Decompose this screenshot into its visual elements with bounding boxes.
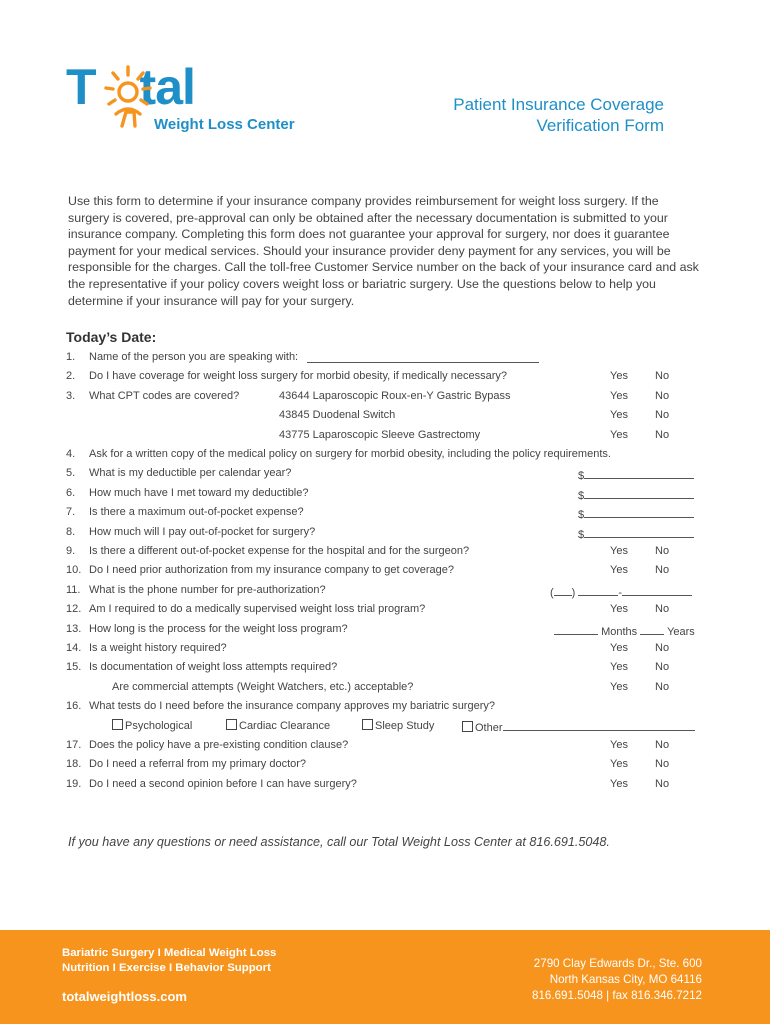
dollar-field[interactable]: $ <box>578 526 694 541</box>
yes-option[interactable]: Yes <box>610 758 628 770</box>
question-number: 1. <box>66 351 76 363</box>
question-number: 11. <box>66 584 81 596</box>
no-option[interactable]: No <box>655 661 670 673</box>
speaker-name-field[interactable] <box>307 351 539 363</box>
todays-date-label: Today’s Date: <box>66 329 157 345</box>
question-text: Do I need prior authorization from my insurance company to get coverage? <box>89 564 455 576</box>
question-text: Is documentation of weight loss attempts required? <box>89 661 338 673</box>
question-number: 6. <box>66 487 76 499</box>
question-number: 18. <box>66 758 82 770</box>
no-option[interactable]: No <box>655 564 670 576</box>
question-text: Do I need a second opinion before I can have surgery? <box>89 778 357 790</box>
question-number: 15. <box>66 661 82 673</box>
logo-subtitle: Weight Loss Center <box>154 116 295 133</box>
question-text: What is the phone number for pre-authorization? <box>89 584 326 596</box>
no-option[interactable]: No <box>655 429 670 441</box>
question-number: 5. <box>66 467 76 479</box>
no-option[interactable]: No <box>655 603 670 615</box>
other-checkbox[interactable]: Other <box>462 719 695 734</box>
yes-option[interactable]: Yes <box>610 661 628 673</box>
yes-option[interactable]: Yes <box>610 545 628 557</box>
no-option[interactable]: No <box>655 778 670 790</box>
question-text: How much have I met toward my deductible? <box>89 487 309 499</box>
question-number: 4. <box>66 448 76 460</box>
question-number: 13. <box>66 623 82 635</box>
question-text: How much will I pay out-of-pocket for surgery? <box>89 526 316 538</box>
no-option[interactable]: No <box>655 681 670 693</box>
no-option[interactable]: No <box>655 390 670 402</box>
yes-option[interactable]: Yes <box>610 681 628 693</box>
sun-figure-icon <box>102 64 154 130</box>
question-text: Ask for a written copy of the medical policy on surgery for morbid obesity, including the policy requirements. <box>89 448 611 460</box>
question-number: 19. <box>66 778 82 790</box>
footer-services-line1: Bariatric Surgery I Medical Weight Loss <box>62 947 277 959</box>
question-number: 7. <box>66 506 76 518</box>
footer-services-line2: Nutrition I Exercise I Behavior Support <box>62 962 271 974</box>
question-number: 14. <box>66 642 82 654</box>
question-text: What tests do I need before the insurance company approves my bariatric surgery? <box>89 700 495 712</box>
question-number: 3. <box>66 390 76 402</box>
dollar-field[interactable]: $ <box>578 487 694 502</box>
no-option[interactable]: No <box>655 370 670 382</box>
closing-note: If you have any questions or need assistance, call our Total Weight Loss Center at 816.691.5048. <box>68 835 610 849</box>
total-logo <box>66 60 306 140</box>
logo-letter-t: T <box>66 59 96 115</box>
question-number: 17. <box>66 739 82 751</box>
question-text: Do I have coverage for weight loss surgery for morbid obesity, if medically necessary? <box>89 370 507 382</box>
dollar-field[interactable]: $ <box>578 506 694 521</box>
duration-field[interactable]: Months Years <box>554 623 695 638</box>
cardiac-clearance-checkbox[interactable]: Cardiac Clearance <box>226 719 330 732</box>
question-text: Am I required to do a medically supervised weight loss trial program? <box>89 603 426 615</box>
footer-band <box>0 930 770 1024</box>
question-text: Name of the person you are speaking with: <box>89 351 299 363</box>
sleep-study-checkbox[interactable]: Sleep Study <box>362 719 434 732</box>
no-option[interactable]: No <box>655 739 670 751</box>
question-number: 2. <box>66 370 76 382</box>
footer-services <box>62 946 276 976</box>
question-text: Is there a different out-of-pocket expense for the hospital and for the surgeon? <box>89 545 470 557</box>
no-option[interactable]: No <box>655 409 670 421</box>
yes-option[interactable]: Yes <box>610 370 628 382</box>
question-text: Does the policy have a pre-existing condition clause? <box>89 739 349 751</box>
footer-website-link[interactable]: totalweightloss.com <box>62 989 187 1004</box>
yes-option[interactable]: Yes <box>610 642 628 654</box>
yes-option[interactable]: Yes <box>610 564 628 576</box>
question-text: What is my deductible per calendar year? <box>89 467 292 479</box>
no-option[interactable]: No <box>655 642 670 654</box>
question-number: 16. <box>66 700 82 712</box>
yes-option[interactable]: Yes <box>610 390 628 402</box>
cpt-code-43644: 43644 Laparoscopic Roux-en-Y Gastric Bypass <box>279 390 511 402</box>
intro-paragraph: Use this form to determine if your insurance company provides reimbursement for weight loss surgery. If the surgery is covered, pre-approval can only be obtained after the necessary documentation is submitted to your insurance company. Completing this form does not guarantee your approval for surgery, nor does it guarantee payment for your medical services. Should your insurance provider deny payment for any services, you will be responsible for the charges. Call the toll-free Customer Service number on the back of your insurance card and ask the representative if your policy covers weight loss or bariatric surgery. Use the questions below to help you determine if your insurance will pay for your surgery. <box>68 194 699 308</box>
question-number: 10. <box>66 564 82 576</box>
footer-contact <box>532 956 702 1004</box>
footer-address-line2: North Kansas City, MO 64116 <box>549 973 702 986</box>
yes-option[interactable]: Yes <box>610 429 628 441</box>
form-title-line1: Patient Insurance Coverage <box>453 95 664 114</box>
yes-option[interactable]: Yes <box>610 603 628 615</box>
question-number: 8. <box>66 526 76 538</box>
question-text: How long is the process for the weight loss program? <box>89 623 348 635</box>
psychological-checkbox[interactable]: Psychological <box>112 719 192 732</box>
yes-option[interactable]: Yes <box>610 778 628 790</box>
footer-phone: 816.691.5048 | fax 816.346.7212 <box>532 989 702 1002</box>
question-text: Is a weight history required? <box>89 642 227 654</box>
footer-address-line1: 2790 Clay Edwards Dr., Ste. 600 <box>533 957 702 970</box>
form-title-line2: Verification Form <box>536 116 664 135</box>
yes-option[interactable]: Yes <box>610 409 628 421</box>
phone-field[interactable]: ( ) - <box>550 584 692 599</box>
question-number: 9. <box>66 545 76 557</box>
cpt-code-43845: 43845 Duodenal Switch <box>279 409 396 421</box>
cpt-code-43775: 43775 Laparoscopic Sleeve Gastrectomy <box>279 429 481 441</box>
dollar-field[interactable]: $ <box>578 467 694 482</box>
question-subtext: Are commercial attempts (Weight Watchers, etc.) acceptable? <box>112 681 414 693</box>
question-text: What CPT codes are covered? <box>89 390 240 402</box>
question-text: Do I need a referral from my primary doctor? <box>89 758 307 770</box>
yes-option[interactable]: Yes <box>610 739 628 751</box>
question-text: Is there a maximum out-of-pocket expense? <box>89 506 304 518</box>
question-number: 12. <box>66 603 82 615</box>
form-title <box>453 94 664 136</box>
no-option[interactable]: No <box>655 545 670 557</box>
no-option[interactable]: No <box>655 758 670 770</box>
logo-word-rest: tal <box>139 59 195 115</box>
